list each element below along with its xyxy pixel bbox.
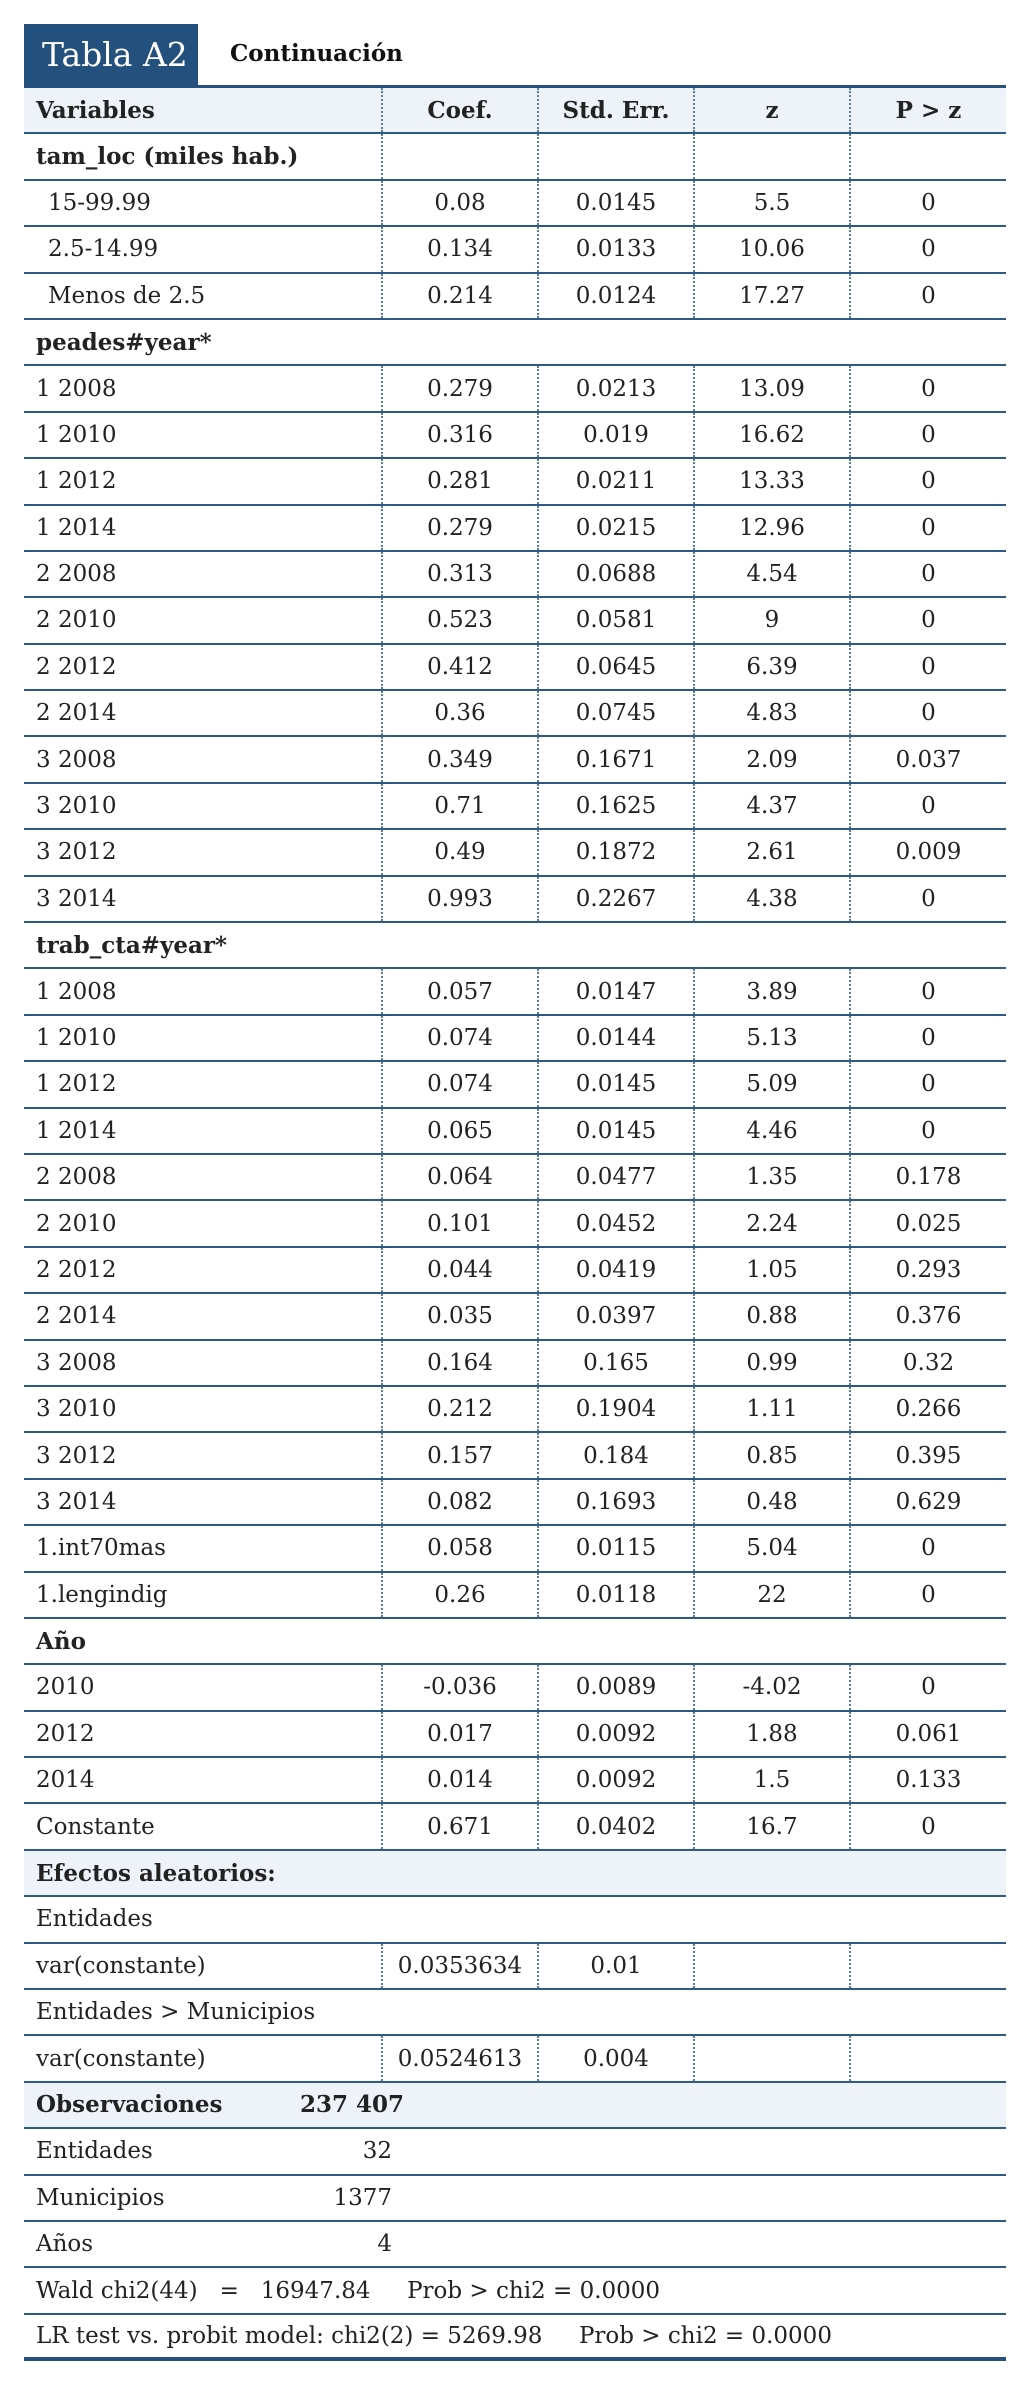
- z-cell: 4.38: [693, 877, 849, 921]
- p-value-cell: 0: [849, 691, 1006, 735]
- std-err-cell: 0.0092: [537, 1758, 693, 1802]
- variable-cell: 3 2010: [36, 1396, 117, 1423]
- entidades-label-row: [24, 1897, 1006, 1943]
- table-row: [24, 227, 1006, 273]
- std-err-cell: 0.1904: [537, 1387, 693, 1431]
- variable-cell: 1 2010: [36, 421, 117, 448]
- variable-cell: 3 2012: [36, 839, 117, 866]
- column-header-row: [24, 88, 1006, 134]
- variable-cell: 2 2014: [36, 1303, 117, 1330]
- std-err-cell: 0.0092: [537, 1712, 693, 1756]
- coef-cell: 0.212: [381, 1387, 537, 1431]
- z-cell: 5.09: [693, 1062, 849, 1106]
- z-cell: 3.89: [693, 969, 849, 1013]
- section-row-tam-loc: [24, 134, 1006, 180]
- table-row: [24, 1155, 1006, 1201]
- variable-cell: 1 2014: [36, 1117, 117, 1144]
- p-value-cell: 0.009: [849, 830, 1006, 874]
- z-cell: 5.04: [693, 1526, 849, 1570]
- lr-test-statistic: LR test vs. probit model: chi2(2) = 5269.98 Prob > chi2 = 0.0000: [36, 2322, 832, 2349]
- p-value-cell: 0: [849, 552, 1006, 596]
- z-cell: 4.46: [693, 1109, 849, 1153]
- z-cell: 22: [693, 1573, 849, 1617]
- table-row: [24, 1665, 1006, 1711]
- variable-cell: 2.5-14.99: [48, 236, 159, 263]
- std-err-cell: 0.2267: [537, 877, 693, 921]
- variable-cell: 3 2014: [36, 885, 117, 912]
- p-value-cell: 0: [849, 366, 1006, 410]
- table-row: [24, 1016, 1006, 1062]
- coef-cell: 0.014: [381, 1758, 537, 1802]
- variable-cell: 2014: [36, 1767, 95, 1794]
- variable-cell: 3 2008: [36, 746, 117, 773]
- col-header-std-err: Std. Err.: [537, 88, 693, 132]
- p-value-cell: 0.266: [849, 1387, 1006, 1431]
- z-cell: 2.24: [693, 1201, 849, 1245]
- coef-cell: 0.71: [381, 784, 537, 828]
- table-row: [24, 737, 1006, 783]
- z-cell: 16.62: [693, 413, 849, 457]
- coef-cell: 0.164: [381, 1341, 537, 1385]
- coef-cell: 0.035: [381, 1294, 537, 1338]
- table-row: [24, 969, 1006, 1015]
- p-value-cell: 0: [849, 598, 1006, 642]
- table-row: [24, 1248, 1006, 1294]
- p-value-cell: 0: [849, 784, 1006, 828]
- table-row: [24, 784, 1006, 830]
- entidades-label: Entidades: [36, 1906, 153, 1933]
- section-label: tam_loc (miles hab.): [36, 143, 299, 171]
- std-err-cell: 0.0211: [537, 459, 693, 503]
- std-err-cell: 0.0745: [537, 691, 693, 735]
- table-row: [24, 877, 1006, 923]
- z-cell: 1.05: [693, 1248, 849, 1292]
- std-err-cell: 0.0581: [537, 598, 693, 642]
- std-err-cell: 0.1693: [537, 1480, 693, 1524]
- table-row: [24, 1294, 1006, 1340]
- coef-cell: 0.058: [381, 1526, 537, 1570]
- coef-cell: 0.349: [381, 737, 537, 781]
- table-row: [24, 1480, 1006, 1526]
- table-row: [24, 1712, 1006, 1758]
- coef-cell: 0.08: [381, 181, 537, 225]
- z-cell: 1.5: [693, 1758, 849, 1802]
- coef-cell: 0.36: [381, 691, 537, 735]
- variable-cell: 1 2014: [36, 514, 117, 541]
- p-value-cell: 0.133: [849, 1758, 1006, 1802]
- coef-cell: 0.074: [381, 1062, 537, 1106]
- var-label: var(constante): [36, 2045, 206, 2072]
- std-err-cell: 0.0118: [537, 1573, 693, 1617]
- z-cell: 1.88: [693, 1712, 849, 1756]
- coef-cell: 0.157: [381, 1433, 537, 1477]
- coef-cell: 0.316: [381, 413, 537, 457]
- p-value-cell: 0.629: [849, 1480, 1006, 1524]
- variable-cell: 2 2012: [36, 1256, 117, 1283]
- p-value-cell: 0: [849, 1526, 1006, 1570]
- z-cell: 12.96: [693, 506, 849, 550]
- table-row: [24, 1573, 1006, 1619]
- p-value-cell: 0: [849, 227, 1006, 271]
- p-value-cell: 0: [849, 645, 1006, 689]
- z-cell: 13.09: [693, 366, 849, 410]
- variable-cell: 2 2008: [36, 1164, 117, 1191]
- z-cell: 16.7: [693, 1804, 849, 1848]
- coef-cell: -0.036: [381, 1665, 537, 1709]
- std-err-cell: 0.0477: [537, 1155, 693, 1199]
- var-coef: 0.0524613: [381, 2036, 537, 2080]
- std-err-cell: 0.0402: [537, 1804, 693, 1848]
- p-value-cell: 0: [849, 1665, 1006, 1709]
- col-header-p: P > z: [849, 88, 1006, 132]
- section-label: trab_cta#year*: [36, 931, 228, 959]
- coef-cell: 0.281: [381, 459, 537, 503]
- p-value-cell: 0.395: [849, 1433, 1006, 1477]
- coef-cell: 0.064: [381, 1155, 537, 1199]
- std-err-cell: 0.0133: [537, 227, 693, 271]
- p-value-cell: 0.293: [849, 1248, 1006, 1292]
- variable-cell: 1 2008: [36, 375, 117, 402]
- coef-cell: 0.993: [381, 877, 537, 921]
- municipios-count-label: Municipios: [36, 2184, 165, 2211]
- z-cell: 0.48: [693, 1480, 849, 1524]
- random-effects-row: [24, 1851, 1006, 1897]
- variable-cell: 1 2012: [36, 468, 117, 495]
- table-row: [24, 506, 1006, 552]
- wald-row: [24, 2268, 1006, 2314]
- anos-count-value: 4: [377, 2231, 392, 2258]
- coef-cell: 0.134: [381, 227, 537, 271]
- variable-cell: 2 2014: [36, 700, 117, 727]
- p-value-cell: 0: [849, 181, 1006, 225]
- anos-count-row: [24, 2222, 1006, 2268]
- entidades-count-row: [24, 2129, 1006, 2175]
- col-header-variables: Variables: [36, 96, 155, 124]
- table-row: [24, 691, 1006, 737]
- coef-cell: 0.101: [381, 1201, 537, 1245]
- std-err-cell: 0.0419: [537, 1248, 693, 1292]
- std-err-cell: 0.165: [537, 1341, 693, 1385]
- z-cell: 0.99: [693, 1341, 849, 1385]
- p-value-cell: 0.376: [849, 1294, 1006, 1338]
- p-value-cell: 0: [849, 1109, 1006, 1153]
- variable-cell: 2 2010: [36, 1210, 117, 1237]
- table-row: [24, 1526, 1006, 1572]
- p-value-cell: 0.037: [849, 737, 1006, 781]
- anos-count-label: Años: [36, 2231, 94, 2258]
- wald-statistic: Wald chi2(44) = 16947.84 Prob > chi2 = 0.0000: [36, 2277, 661, 2304]
- municipios-count-value: 1377: [333, 2184, 392, 2211]
- p-value-cell: 0: [849, 1062, 1006, 1106]
- var-coef: 0.0353634: [381, 1944, 537, 1988]
- z-cell: 9: [693, 598, 849, 642]
- table-row: [24, 1433, 1006, 1479]
- coef-cell: 0.279: [381, 506, 537, 550]
- table-row: [24, 459, 1006, 505]
- variable-cell: 1 2010: [36, 1025, 117, 1051]
- z-cell: 4.37: [693, 784, 849, 828]
- z-cell: 1.11: [693, 1387, 849, 1431]
- municipios-label-row: [24, 1990, 1006, 2036]
- variable-cell: 3 2008: [36, 1349, 117, 1376]
- coef-cell: 0.044: [381, 1248, 537, 1292]
- std-err-cell: 0.0147: [537, 969, 693, 1013]
- p-value-cell: 0.025: [849, 1201, 1006, 1245]
- table-row: [24, 366, 1006, 412]
- table-subtitle: Continuación: [230, 40, 403, 67]
- variable-cell: 2 2012: [36, 653, 117, 680]
- table-row: [24, 1062, 1006, 1108]
- std-err-cell: 0.019: [537, 413, 693, 457]
- variable-cell: 1.int70mas: [36, 1535, 166, 1562]
- coef-cell: 0.412: [381, 645, 537, 689]
- table-row: [24, 645, 1006, 691]
- variable-cell: Menos de 2.5: [48, 282, 206, 309]
- z-cell: 1.35: [693, 1155, 849, 1199]
- z-cell: 13.33: [693, 459, 849, 503]
- p-value-cell: 0: [849, 274, 1006, 318]
- var-constante-entidades-row: [24, 1944, 1006, 1990]
- observaciones-label: Observaciones: [36, 2091, 223, 2119]
- coef-cell: 0.074: [381, 1016, 537, 1060]
- z-cell: 5.5: [693, 181, 849, 225]
- z-cell: 0.85: [693, 1433, 849, 1477]
- std-err-cell: 0.0145: [537, 1062, 693, 1106]
- z-cell: 4.83: [693, 691, 849, 735]
- table-row: [24, 598, 1006, 644]
- observaciones-row: [24, 2083, 1006, 2129]
- coef-cell: 0.279: [381, 366, 537, 410]
- std-err-cell: 0.0145: [537, 181, 693, 225]
- coef-cell: 0.065: [381, 1109, 537, 1153]
- coef-cell: 0.671: [381, 1804, 537, 1848]
- std-err-cell: 0.0089: [537, 1665, 693, 1709]
- std-err-cell: 0.0115: [537, 1526, 693, 1570]
- variable-cell: 2010: [36, 1674, 95, 1701]
- std-err-cell: 0.0397: [537, 1294, 693, 1338]
- section-row-peades: [24, 320, 1006, 366]
- variable-cell: 3 2014: [36, 1488, 117, 1515]
- var-std-err: 0.01: [537, 1944, 693, 1988]
- table-row: [24, 413, 1006, 459]
- col-header-z: z: [693, 88, 849, 132]
- p-value-cell: 0.32: [849, 1341, 1006, 1385]
- coef-cell: 0.017: [381, 1712, 537, 1756]
- std-err-cell: 0.0213: [537, 366, 693, 410]
- std-err-cell: 0.0452: [537, 1201, 693, 1245]
- col-header-coef: Coef.: [381, 88, 537, 132]
- table-number-tab: Tabla A2: [24, 24, 198, 86]
- variable-cell: 3 2010: [36, 793, 117, 820]
- table-row: [24, 552, 1006, 598]
- variable-cell: 1.lengindig: [36, 1581, 168, 1608]
- section-row-trab-cta: [24, 923, 1006, 969]
- table-header: [24, 24, 1006, 88]
- coef-cell: 0.057: [381, 969, 537, 1013]
- z-cell: 2.61: [693, 830, 849, 874]
- std-err-cell: 0.0124: [537, 274, 693, 318]
- variable-cell: 15-99.99: [48, 189, 151, 216]
- std-err-cell: 0.1872: [537, 830, 693, 874]
- entidades-count-label: Entidades: [36, 2138, 153, 2165]
- table-row: [24, 1341, 1006, 1387]
- variable-cell: 1 2012: [36, 1071, 117, 1098]
- std-err-cell: 0.1671: [537, 737, 693, 781]
- random-effects-title: Efectos aleatorios:: [36, 1859, 276, 1887]
- z-cell: 4.54: [693, 552, 849, 596]
- variable-cell: 3 2012: [36, 1442, 117, 1469]
- municipios-count-row: [24, 2176, 1006, 2222]
- std-err-cell: 0.184: [537, 1433, 693, 1477]
- table-row: [24, 181, 1006, 227]
- std-err-cell: 0.0145: [537, 1109, 693, 1153]
- z-cell: 2.09: [693, 737, 849, 781]
- std-err-cell: 0.0215: [537, 506, 693, 550]
- entidades-count-value: 32: [362, 2138, 392, 2165]
- p-value-cell: 0: [849, 1804, 1006, 1848]
- table-row: [24, 1201, 1006, 1247]
- table-row: [24, 274, 1006, 320]
- coef-cell: 0.523: [381, 598, 537, 642]
- variable-cell: 2012: [36, 1720, 95, 1747]
- p-value-cell: 0.178: [849, 1155, 1006, 1199]
- variable-cell: 2 2010: [36, 607, 117, 634]
- p-value-cell: 0: [849, 459, 1006, 503]
- z-cell: 17.27: [693, 274, 849, 318]
- section-label: Año: [36, 1627, 86, 1655]
- var-constante-municipios-row: [24, 2036, 1006, 2082]
- table-row: [24, 1387, 1006, 1433]
- z-cell: 6.39: [693, 645, 849, 689]
- p-value-cell: 0: [849, 1016, 1006, 1060]
- p-value-cell: 0: [849, 413, 1006, 457]
- z-cell: -4.02: [693, 1665, 849, 1709]
- table-row: [24, 1758, 1006, 1804]
- variable-cell: 1 2008: [36, 978, 117, 1005]
- z-cell: 0.88: [693, 1294, 849, 1338]
- p-value-cell: 0.061: [849, 1712, 1006, 1756]
- lr-test-row: [24, 2315, 1006, 2361]
- p-value-cell: 0: [849, 877, 1006, 921]
- municipios-label: Entidades > Municipios: [36, 1999, 316, 2026]
- section-row-anio: [24, 1619, 1006, 1665]
- std-err-cell: 0.0144: [537, 1016, 693, 1060]
- coef-cell: 0.313: [381, 552, 537, 596]
- std-err-cell: 0.0688: [537, 552, 693, 596]
- z-cell: 10.06: [693, 227, 849, 271]
- p-value-cell: 0: [849, 969, 1006, 1013]
- std-err-cell: 0.0645: [537, 645, 693, 689]
- p-value-cell: 0: [849, 1573, 1006, 1617]
- coef-cell: 0.082: [381, 1480, 537, 1524]
- table-row: [24, 1109, 1006, 1155]
- regression-table: [24, 88, 1006, 2361]
- coef-cell: 0.214: [381, 274, 537, 318]
- section-label: peades#year*: [36, 328, 212, 356]
- table-row: [24, 1804, 1006, 1850]
- std-err-cell: 0.1625: [537, 784, 693, 828]
- coef-cell: 0.49: [381, 830, 537, 874]
- variable-cell: Constante: [36, 1813, 155, 1840]
- p-value-cell: 0: [849, 506, 1006, 550]
- coef-cell: 0.26: [381, 1573, 537, 1617]
- z-cell: 5.13: [693, 1016, 849, 1060]
- var-label: var(constante): [36, 1952, 206, 1979]
- observaciones-value: 237 407: [299, 2091, 404, 2119]
- table-row: [24, 830, 1006, 876]
- var-std-err: 0.004: [537, 2036, 693, 2080]
- variable-cell: 2 2008: [36, 561, 117, 588]
